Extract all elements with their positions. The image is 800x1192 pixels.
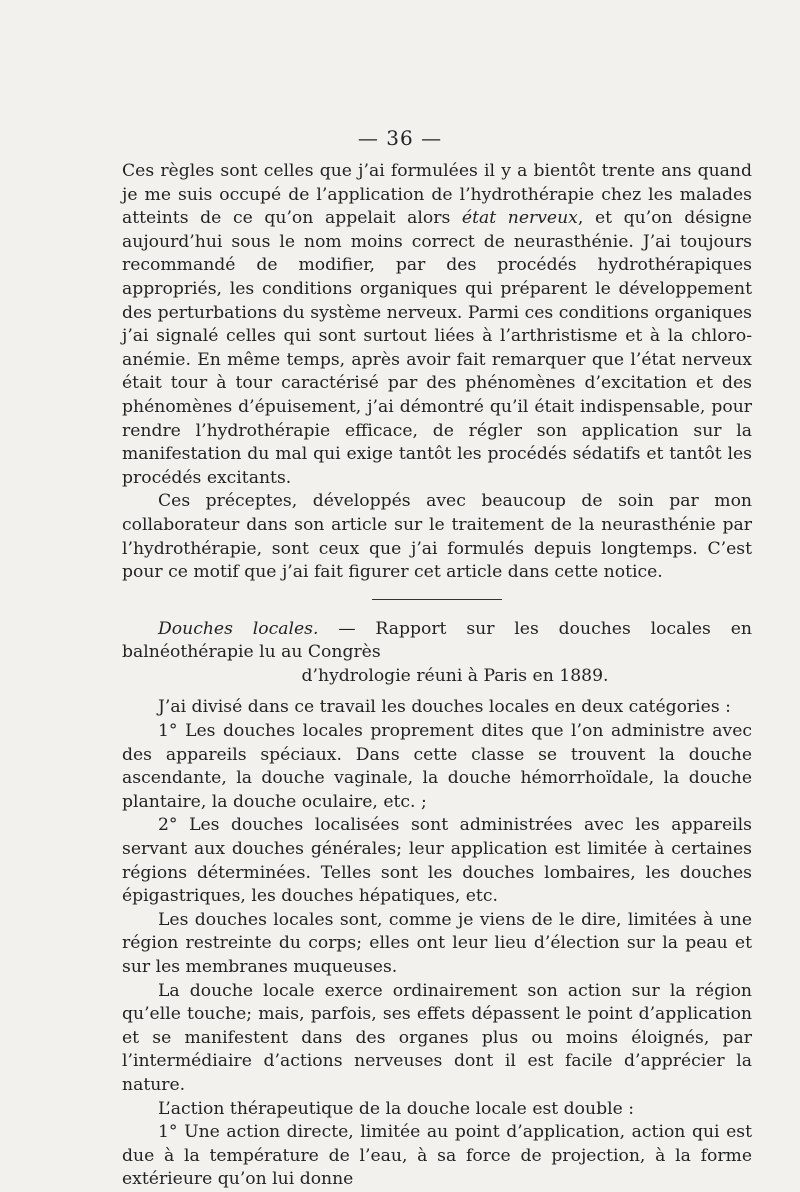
- paragraph: Ces préceptes, développés avec beaucoup de soin par mon collaborateur dans son article sur le traitement de la neurasthénie par l’hydrothérapie, sont ceux que j’ai formulés depuis longtemps. C’est pour ce motif que j’ai fait figurer cet article dans cette notice.: [122, 491, 752, 583]
- paragraph: J’ai divisé dans ce travail les douches locales en deux catégories :: [158, 697, 731, 718]
- paragraph: L’action thérapeutique de la douche locale est double :: [158, 1098, 635, 1119]
- text-run: Ces règles sont celles que j’ai formulées il y a bientôt trente ans quand je me suis occupé de l’application de l’hydrothérapie chez les malades atteints de ce qu’on appelait alors: [122, 161, 752, 229]
- spacer: [122, 688, 752, 696]
- text-run: , et qu’on désigne aujourd’hui sous le nom moins correct de neurasthénie. J’ai toujours recommandé de modifier, par des procédés hydrothérapiques appropriés, les conditions organiques qui préparent le développement des perturbations du système nerveux. Parmi ces conditions organiques j’ai signalé celles qui sont surtout liées à l’arthristisme et à la chloro-anémie. En même temps, après avoir fait remarquer que l’état nerveux était tour à tour caractérisé par des phénomènes d’excitation et des phénomènes d’épuisement, j’ai démontré qu’il était indispensable, pour rendre l’hydrothérapie efficace, de régler son application sur la manifestation du mal qui exige tantôt les procédés sédatifs et tantôt les procédés excitants.: [122, 208, 752, 488]
- heading-text-line2: d’hydrologie réuni à Paris en 1889.: [301, 665, 609, 686]
- heading-text: — Rapport sur les douches locales en balnéothérapie lu au Congrès: [122, 618, 752, 663]
- section-label: Douches locales.: [158, 618, 319, 639]
- paragraph: 2° Les douches localisées sont administrées avec les appareils servant aux douches générales; leur application est limitée à certaines régions déterminées. Telles sont les douches lombaires, les douches épigastriques, les douches hépatiques, etc.: [122, 815, 752, 907]
- paragraph: 1° Les douches locales proprement dites que l’on administre avec des appareils spéciaux. Dans cette classe se trouvent la douche ascendante, la douche vaginale, la douche hémorrhoïdale, la douche plantaire, la douche oculaire, etc. ;: [122, 721, 752, 812]
- paragraph: [122, 160, 752, 490]
- emphasis-text: état nerveux: [461, 208, 578, 229]
- paragraph: La douche locale exerce ordinairement son action sur la région qu’elle touche; mais, parfois, ses effets dépassent le point d’application et se manifestent dans des organes plus ou moins éloignés, par l’intermédiaire d’actions nerveuses dont il est facile d’apprécier la nature.: [122, 980, 752, 1095]
- section-heading: [122, 618, 752, 689]
- body-text: [122, 160, 752, 1192]
- paragraph: Les douches locales sont, comme je viens de le dire, limitées à une région restreinte du corps; elles ont leur lieu d’élection sur la peau et sur les membranes muqueuses.: [122, 909, 752, 977]
- section-divider: [372, 599, 502, 600]
- page-number: — 36 —: [357, 126, 443, 150]
- paragraph: 1° Une action directe, limitée au point d’application, action qui est due à la température de l’eau, à sa force de projection, à la forme extérieure qu’on lui donne: [122, 1122, 752, 1190]
